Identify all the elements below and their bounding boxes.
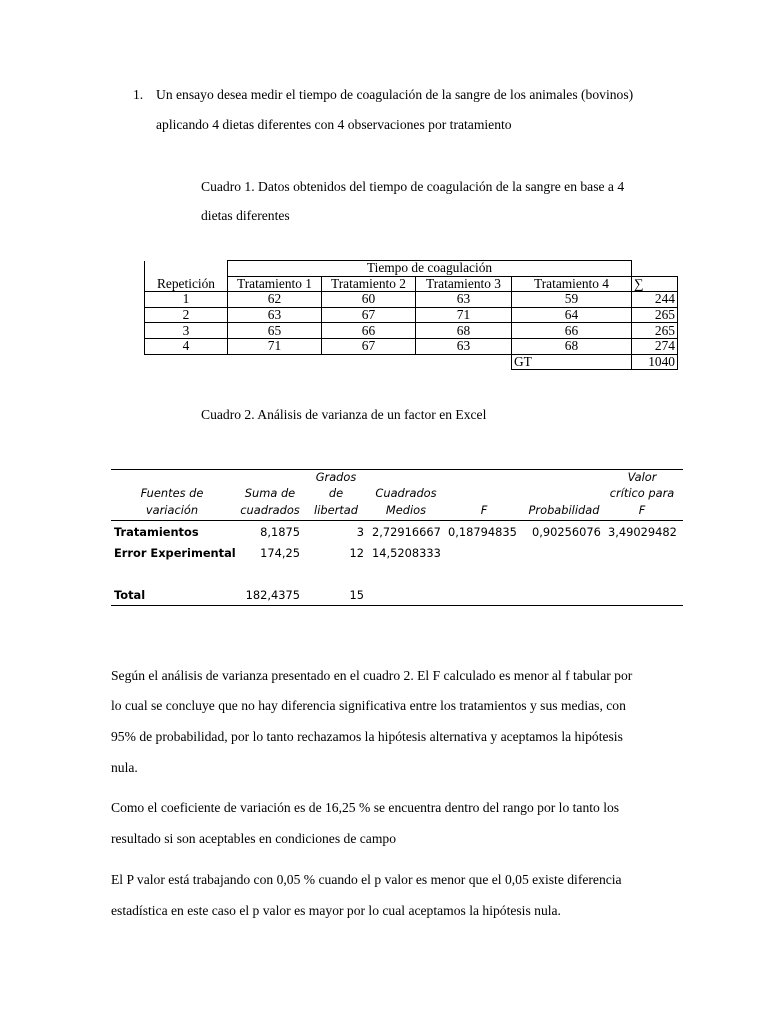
cell: 66: [322, 323, 416, 339]
hdr-grados-3: libertad: [314, 503, 358, 517]
cuadro2-caption: Cuadro 2. Análisis de varianza de un factor en Excel: [201, 407, 487, 422]
cell: 63: [416, 338, 512, 354]
row-total-suma: 182,4375: [245, 588, 300, 602]
gt-value: 1040: [632, 354, 678, 370]
table-row-gt: [145, 354, 678, 370]
cell: 68: [512, 338, 632, 354]
cell: 63: [228, 307, 322, 323]
cell: 71: [228, 338, 322, 354]
p3-line-2: estadística en este caso el p valor es mayor por lo cual aceptamos la hipótesis nula.: [111, 903, 561, 918]
cell-sum: 265: [632, 323, 678, 339]
table-header-row: [145, 276, 678, 292]
row-tratamientos-gl: 3: [356, 525, 364, 539]
hdr-f: F: [480, 503, 488, 517]
cell: 2: [145, 307, 228, 323]
intro-line-2: aplicando 4 dietas diferentes con 4 observaciones por tratamiento: [156, 117, 512, 132]
anova-header-rule: [111, 520, 683, 521]
row-tratamientos-fuente: Tratamientos: [114, 525, 199, 539]
gt-label: GT: [512, 354, 632, 370]
p1-line-4: nula.: [111, 760, 138, 775]
row-error-suma: 174,25: [260, 546, 300, 560]
cell-sum: 274: [632, 338, 678, 354]
header-tratamiento-1: Tratamiento 1: [228, 276, 322, 292]
anova-top-rule: [111, 469, 683, 470]
p1-line-3: 95% de probabilidad, por lo tanto rechazamos la hipótesis alternativa y aceptamos la hipótesis: [111, 729, 623, 744]
p1-line-1: Según el análisis de varianza presentado en el cuadro 2. El F calculado es menor al f tabular por: [111, 668, 633, 683]
cell: 67: [322, 338, 416, 354]
hdr-grados-1: Grados: [315, 470, 357, 484]
cell: 64: [512, 307, 632, 323]
intro-line-1: Un ensayo desea medir el tiempo de coagulación de la sangre de los animales (bovinos): [156, 87, 634, 102]
hdr-suma-1: Suma de: [244, 486, 296, 500]
row-tratamientos-prob: 0,90256076: [532, 525, 601, 539]
header-sum: ∑: [632, 276, 678, 292]
cell: 4: [145, 338, 228, 354]
cell: 68: [416, 323, 512, 339]
hdr-suma-2: cuadrados: [240, 503, 300, 517]
row-tratamientos-crit: 3,49029482: [608, 525, 677, 539]
header-repeticion: Repetición: [145, 276, 228, 292]
hdr-cuadrados-2: Medios: [385, 503, 427, 517]
list-number: 1.: [133, 87, 144, 102]
header-tratamiento-4: Tratamiento 4: [512, 276, 632, 292]
p1-line-2: lo cual se concluye que no hay diferencia significativa entre los tratamientos y sus medias, con: [111, 698, 626, 713]
hdr-critico-3: F: [638, 503, 646, 517]
hdr-probabilidad: Probabilidad: [528, 503, 600, 517]
hdr-cuadrados-1: Cuadrados: [375, 486, 437, 500]
hdr-critico-1: Valor: [627, 470, 657, 484]
hdr-fuentes-2: variación: [145, 503, 199, 517]
group-header: Tiempo de coagulación: [228, 261, 632, 277]
p2-line-1: Como el coeficiente de variación es de 16,25 % se encuentra dentro del rango por lo tanto los: [111, 800, 620, 815]
cuadro1-caption-line-1: Cuadro 1. Datos obtenidos del tiempo de coagulación de la sangre en base a 4: [201, 179, 625, 194]
cuadro1-caption-line-2: dietas diferentes: [201, 208, 290, 223]
table-row-group-header: [145, 261, 678, 277]
table-row: [145, 338, 678, 354]
table-row: [145, 292, 678, 308]
header-tratamiento-2: Tratamiento 2: [322, 276, 416, 292]
p3-line-1: El P valor está trabajando con 0,05 % cuando el p valor es menor que el 0,05 existe diferencia: [111, 872, 622, 887]
row-total-fuente: Total: [114, 588, 146, 602]
header-tratamiento-3: Tratamiento 3: [416, 276, 512, 292]
hdr-critico-2: crítico para: [609, 486, 675, 500]
cell: 59: [512, 292, 632, 308]
table-row: [145, 323, 678, 339]
cell: 63: [416, 292, 512, 308]
cuadro1-table: [144, 260, 678, 370]
row-tratamientos-f: 0,18794835: [448, 525, 517, 539]
cell: 3: [145, 323, 228, 339]
cell: 65: [228, 323, 322, 339]
cell-sum: 265: [632, 307, 678, 323]
cell: 67: [322, 307, 416, 323]
row-error-gl: 12: [349, 546, 364, 560]
table-row: [145, 307, 678, 323]
cell-sum: 244: [632, 292, 678, 308]
cell: 60: [322, 292, 416, 308]
row-error-fuente: Error Experimental: [114, 546, 236, 560]
row-total-gl: 15: [349, 588, 364, 602]
hdr-fuentes-1: Fuentes de: [140, 486, 204, 500]
p2-line-2: resultado si son aceptables en condiciones de campo: [111, 831, 396, 846]
row-tratamientos-suma: 8,1875: [260, 525, 300, 539]
row-error-cm: 14,5208333: [372, 546, 441, 560]
cell: 66: [512, 323, 632, 339]
row-tratamientos-cm: 2,72916667: [372, 525, 441, 539]
hdr-grados-2: de: [328, 486, 344, 500]
cell: 1: [145, 292, 228, 308]
cell: 62: [228, 292, 322, 308]
anova-bottom-rule: [111, 605, 683, 606]
cell: 71: [416, 307, 512, 323]
